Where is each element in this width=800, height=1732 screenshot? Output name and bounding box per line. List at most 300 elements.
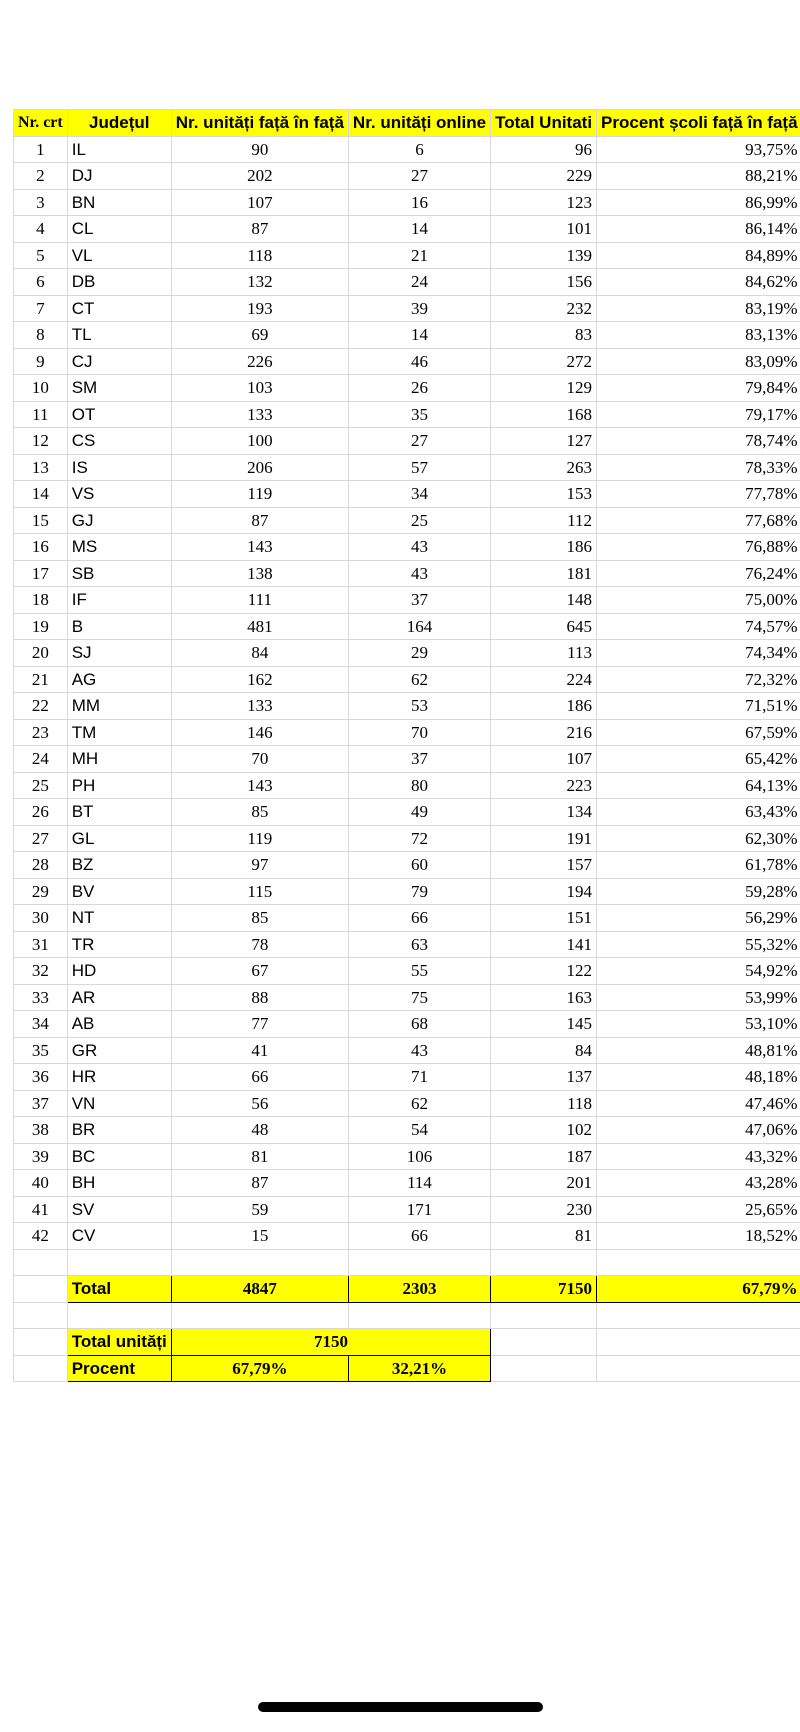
cell-fata: 90: [171, 136, 348, 163]
table-row: [14, 931, 800, 958]
cell-fata: 100: [171, 428, 348, 455]
cell-nr: 20: [14, 640, 68, 667]
empty-cell: [14, 1249, 68, 1276]
header-fata-in-fata: Nr. unități față în față: [171, 110, 348, 137]
empty-cell: [67, 1302, 171, 1329]
home-indicator[interactable]: [258, 1702, 543, 1712]
cell-procent: 62,30%: [597, 825, 800, 852]
cell-nr: 17: [14, 560, 68, 587]
cell-total: 83: [491, 322, 597, 349]
cell-total: 113: [491, 640, 597, 667]
cell-fata: 85: [171, 799, 348, 826]
cell-procent: 63,43%: [597, 799, 800, 826]
summary-procent-row: [14, 1355, 800, 1382]
empty-cell: [67, 1249, 171, 1276]
cell-judet: IL: [67, 136, 171, 163]
cell-procent: 74,34%: [597, 640, 800, 667]
cell-fata: 56: [171, 1090, 348, 1117]
cell-judet: MH: [67, 746, 171, 773]
cell-fata: 143: [171, 534, 348, 561]
cell-online: 25: [348, 507, 490, 534]
table-row: [14, 136, 800, 163]
table-row: [14, 825, 800, 852]
table-row: [14, 640, 800, 667]
cell-online: 39: [348, 295, 490, 322]
cell-procent: 84,62%: [597, 269, 800, 296]
cell-nr: 7: [14, 295, 68, 322]
cell-nr: 2: [14, 163, 68, 190]
cell-judet: HR: [67, 1064, 171, 1091]
empty-cell: [348, 1249, 490, 1276]
cell-online: 43: [348, 1037, 490, 1064]
cell-judet: B: [67, 613, 171, 640]
cell-procent: 86,99%: [597, 189, 800, 216]
cell-online: 53: [348, 693, 490, 720]
cell-total: 127: [491, 428, 597, 455]
cell-procent: 77,78%: [597, 481, 800, 508]
county-schools-table: [13, 109, 800, 1382]
cell-judet: AG: [67, 666, 171, 693]
cell-judet: VN: [67, 1090, 171, 1117]
cell-fata: 107: [171, 189, 348, 216]
cell-total: 96: [491, 136, 597, 163]
cell-total: 118: [491, 1090, 597, 1117]
cell-judet: IF: [67, 587, 171, 614]
table-row: [14, 560, 800, 587]
cell-procent: 47,46%: [597, 1090, 800, 1117]
table-row: [14, 216, 800, 243]
cell-total: 229: [491, 163, 597, 190]
cell-total: 163: [491, 984, 597, 1011]
cell-fata: 87: [171, 216, 348, 243]
cell-online: 35: [348, 401, 490, 428]
totals-fata: 4847: [171, 1276, 348, 1303]
cell-fata: 111: [171, 587, 348, 614]
cell-fata: 146: [171, 719, 348, 746]
cell-judet: PH: [67, 772, 171, 799]
spacer-row: [14, 1249, 800, 1276]
cell-online: 49: [348, 799, 490, 826]
empty-cell: [491, 1249, 597, 1276]
empty-cell: [14, 1276, 68, 1303]
cell-judet: GR: [67, 1037, 171, 1064]
empty-cell: [597, 1302, 800, 1329]
cell-total: 107: [491, 746, 597, 773]
cell-nr: 28: [14, 852, 68, 879]
empty-cell: [14, 1355, 68, 1382]
cell-online: 16: [348, 189, 490, 216]
cell-judet: VL: [67, 242, 171, 269]
table-row: [14, 1196, 800, 1223]
cell-total: 224: [491, 666, 597, 693]
totals-procent: 67,79%: [597, 1276, 800, 1303]
cell-total: 122: [491, 958, 597, 985]
cell-total: 84: [491, 1037, 597, 1064]
table-row: [14, 322, 800, 349]
table-row: [14, 1223, 800, 1250]
cell-online: 70: [348, 719, 490, 746]
cell-judet: TL: [67, 322, 171, 349]
cell-procent: 65,42%: [597, 746, 800, 773]
cell-procent: 84,89%: [597, 242, 800, 269]
table-row: [14, 878, 800, 905]
cell-judet: BT: [67, 799, 171, 826]
cell-judet: HD: [67, 958, 171, 985]
cell-nr: 11: [14, 401, 68, 428]
cell-procent: 48,81%: [597, 1037, 800, 1064]
cell-procent: 74,57%: [597, 613, 800, 640]
cell-online: 164: [348, 613, 490, 640]
cell-judet: OT: [67, 401, 171, 428]
cell-judet: CL: [67, 216, 171, 243]
table-row: [14, 1037, 800, 1064]
cell-nr: 14: [14, 481, 68, 508]
cell-nr: 16: [14, 534, 68, 561]
cell-nr: 23: [14, 719, 68, 746]
totals-label: Total: [67, 1276, 171, 1303]
summary-total-value: 7150: [171, 1329, 490, 1356]
cell-fata: 87: [171, 507, 348, 534]
cell-total: 137: [491, 1064, 597, 1091]
cell-nr: 5: [14, 242, 68, 269]
cell-nr: 41: [14, 1196, 68, 1223]
cell-judet: SB: [67, 560, 171, 587]
cell-fata: 226: [171, 348, 348, 375]
cell-total: 263: [491, 454, 597, 481]
cell-procent: 67,59%: [597, 719, 800, 746]
cell-total: 112: [491, 507, 597, 534]
summary-procent-online: 32,21%: [348, 1355, 490, 1382]
cell-online: 62: [348, 1090, 490, 1117]
cell-judet: BH: [67, 1170, 171, 1197]
cell-fata: 87: [171, 1170, 348, 1197]
cell-nr: 6: [14, 269, 68, 296]
cell-online: 71: [348, 1064, 490, 1091]
table-row: [14, 295, 800, 322]
table-row: [14, 852, 800, 879]
cell-fata: 77: [171, 1011, 348, 1038]
cell-fata: 69: [171, 322, 348, 349]
cell-fata: 132: [171, 269, 348, 296]
header-judet: Județul: [67, 110, 171, 137]
table-row: [14, 772, 800, 799]
table-row: [14, 428, 800, 455]
cell-judet: VS: [67, 481, 171, 508]
empty-cell: [14, 1329, 68, 1356]
cell-judet: GL: [67, 825, 171, 852]
cell-nr: 39: [14, 1143, 68, 1170]
cell-online: 68: [348, 1011, 490, 1038]
cell-online: 26: [348, 375, 490, 402]
cell-fata: 66: [171, 1064, 348, 1091]
cell-procent: 43,28%: [597, 1170, 800, 1197]
cell-online: 60: [348, 852, 490, 879]
cell-online: 14: [348, 322, 490, 349]
cell-fata: 81: [171, 1143, 348, 1170]
table-row: [14, 587, 800, 614]
table-row: [14, 693, 800, 720]
cell-total: 186: [491, 693, 597, 720]
cell-online: 55: [348, 958, 490, 985]
cell-nr: 37: [14, 1090, 68, 1117]
cell-online: 66: [348, 1223, 490, 1250]
cell-online: 114: [348, 1170, 490, 1197]
table-row: [14, 1090, 800, 1117]
cell-procent: 76,24%: [597, 560, 800, 587]
cell-nr: 4: [14, 216, 68, 243]
cell-nr: 35: [14, 1037, 68, 1064]
cell-online: 72: [348, 825, 490, 852]
cell-judet: CS: [67, 428, 171, 455]
cell-fata: 97: [171, 852, 348, 879]
cell-online: 75: [348, 984, 490, 1011]
cell-fata: 193: [171, 295, 348, 322]
cell-judet: TM: [67, 719, 171, 746]
cell-procent: 78,74%: [597, 428, 800, 455]
cell-nr: 42: [14, 1223, 68, 1250]
cell-nr: 27: [14, 825, 68, 852]
cell-fata: 67: [171, 958, 348, 985]
cell-nr: 25: [14, 772, 68, 799]
cell-fata: 118: [171, 242, 348, 269]
table-row: [14, 613, 800, 640]
cell-fata: 84: [171, 640, 348, 667]
cell-judet: AR: [67, 984, 171, 1011]
cell-nr: 34: [14, 1011, 68, 1038]
cell-procent: 48,18%: [597, 1064, 800, 1091]
cell-total: 216: [491, 719, 597, 746]
cell-fata: 15: [171, 1223, 348, 1250]
cell-nr: 1: [14, 136, 68, 163]
table-row: [14, 348, 800, 375]
totals-total: 7150: [491, 1276, 597, 1303]
header-nr-crt: Nr. crt: [14, 110, 68, 137]
cell-fata: 59: [171, 1196, 348, 1223]
cell-procent: 25,65%: [597, 1196, 800, 1223]
cell-judet: IS: [67, 454, 171, 481]
cell-online: 57: [348, 454, 490, 481]
cell-total: 157: [491, 852, 597, 879]
cell-procent: 55,32%: [597, 931, 800, 958]
cell-fata: 85: [171, 905, 348, 932]
cell-procent: 72,32%: [597, 666, 800, 693]
cell-total: 232: [491, 295, 597, 322]
cell-nr: 29: [14, 878, 68, 905]
table-row: [14, 163, 800, 190]
table-row: [14, 507, 800, 534]
table-row: [14, 958, 800, 985]
cell-nr: 15: [14, 507, 68, 534]
cell-fata: 103: [171, 375, 348, 402]
cell-online: 79: [348, 878, 490, 905]
cell-online: 27: [348, 428, 490, 455]
cell-judet: SJ: [67, 640, 171, 667]
cell-total: 141: [491, 931, 597, 958]
cell-nr: 3: [14, 189, 68, 216]
cell-total: 101: [491, 216, 597, 243]
spacer-row: [14, 1302, 800, 1329]
cell-total: 194: [491, 878, 597, 905]
header-procent: Procent școli față în față: [597, 110, 800, 137]
cell-nr: 22: [14, 693, 68, 720]
table-row: [14, 666, 800, 693]
cell-nr: 30: [14, 905, 68, 932]
cell-fata: 119: [171, 481, 348, 508]
cell-total: 201: [491, 1170, 597, 1197]
cell-judet: CJ: [67, 348, 171, 375]
cell-online: 80: [348, 772, 490, 799]
cell-total: 148: [491, 587, 597, 614]
cell-online: 63: [348, 931, 490, 958]
table-row: [14, 1117, 800, 1144]
cell-online: 37: [348, 746, 490, 773]
table-row: [14, 905, 800, 932]
cell-total: 145: [491, 1011, 597, 1038]
cell-online: 21: [348, 242, 490, 269]
cell-nr: 38: [14, 1117, 68, 1144]
cell-procent: 93,75%: [597, 136, 800, 163]
table-body: [14, 136, 800, 1249]
header-row: [14, 110, 800, 137]
cell-nr: 12: [14, 428, 68, 455]
summary-procent-fata: 67,79%: [171, 1355, 348, 1382]
cell-total: 186: [491, 534, 597, 561]
cell-total: 181: [491, 560, 597, 587]
cell-judet: TR: [67, 931, 171, 958]
empty-cell: [171, 1302, 348, 1329]
cell-total: 187: [491, 1143, 597, 1170]
cell-procent: 53,99%: [597, 984, 800, 1011]
table-row: [14, 799, 800, 826]
cell-fata: 70: [171, 746, 348, 773]
cell-judet: CV: [67, 1223, 171, 1250]
cell-nr: 19: [14, 613, 68, 640]
summary-procent-label: Procent: [67, 1355, 171, 1382]
empty-cell: [491, 1329, 597, 1356]
cell-online: 171: [348, 1196, 490, 1223]
table-row: [14, 1143, 800, 1170]
cell-judet: DB: [67, 269, 171, 296]
cell-nr: 21: [14, 666, 68, 693]
cell-procent: 71,51%: [597, 693, 800, 720]
table-row: [14, 719, 800, 746]
cell-total: 168: [491, 401, 597, 428]
totals-online: 2303: [348, 1276, 490, 1303]
cell-total: 134: [491, 799, 597, 826]
cell-total: 102: [491, 1117, 597, 1144]
cell-judet: NT: [67, 905, 171, 932]
cell-nr: 24: [14, 746, 68, 773]
cell-nr: 31: [14, 931, 68, 958]
cell-fata: 133: [171, 401, 348, 428]
cell-procent: 88,21%: [597, 163, 800, 190]
cell-judet: BV: [67, 878, 171, 905]
cell-nr: 10: [14, 375, 68, 402]
empty-cell: [597, 1329, 800, 1356]
cell-online: 24: [348, 269, 490, 296]
cell-procent: 59,28%: [597, 878, 800, 905]
cell-nr: 8: [14, 322, 68, 349]
cell-nr: 32: [14, 958, 68, 985]
cell-procent: 78,33%: [597, 454, 800, 481]
cell-procent: 76,88%: [597, 534, 800, 561]
empty-cell: [348, 1302, 490, 1329]
cell-nr: 18: [14, 587, 68, 614]
table-row: [14, 1170, 800, 1197]
empty-cell: [171, 1249, 348, 1276]
table-footer: [14, 1249, 800, 1382]
cell-total: 230: [491, 1196, 597, 1223]
cell-fata: 143: [171, 772, 348, 799]
cell-fata: 481: [171, 613, 348, 640]
cell-online: 43: [348, 560, 490, 587]
cell-procent: 83,09%: [597, 348, 800, 375]
cell-total: 272: [491, 348, 597, 375]
table-row: [14, 269, 800, 296]
cell-procent: 79,17%: [597, 401, 800, 428]
cell-judet: BC: [67, 1143, 171, 1170]
empty-cell: [491, 1355, 597, 1382]
cell-online: 43: [348, 534, 490, 561]
cell-judet: MM: [67, 693, 171, 720]
cell-online: 14: [348, 216, 490, 243]
cell-fata: 119: [171, 825, 348, 852]
cell-total: 191: [491, 825, 597, 852]
cell-procent: 64,13%: [597, 772, 800, 799]
cell-judet: BZ: [67, 852, 171, 879]
table-row: [14, 984, 800, 1011]
cell-online: 27: [348, 163, 490, 190]
cell-fata: 162: [171, 666, 348, 693]
cell-online: 62: [348, 666, 490, 693]
cell-procent: 79,84%: [597, 375, 800, 402]
cell-total: 223: [491, 772, 597, 799]
cell-nr: 33: [14, 984, 68, 1011]
totals-row: [14, 1276, 800, 1303]
cell-online: 37: [348, 587, 490, 614]
cell-online: 46: [348, 348, 490, 375]
cell-online: 29: [348, 640, 490, 667]
cell-judet: SM: [67, 375, 171, 402]
cell-judet: BN: [67, 189, 171, 216]
cell-online: 66: [348, 905, 490, 932]
summary-total-label: Total unități: [67, 1329, 171, 1356]
cell-fata: 138: [171, 560, 348, 587]
cell-fata: 88: [171, 984, 348, 1011]
table-row: [14, 401, 800, 428]
cell-nr: 36: [14, 1064, 68, 1091]
cell-online: 106: [348, 1143, 490, 1170]
header-online: Nr. unități online: [348, 110, 490, 137]
empty-cell: [597, 1355, 800, 1382]
table-row: [14, 746, 800, 773]
cell-total: 81: [491, 1223, 597, 1250]
cell-fata: 78: [171, 931, 348, 958]
cell-procent: 47,06%: [597, 1117, 800, 1144]
empty-cell: [14, 1302, 68, 1329]
cell-judet: BR: [67, 1117, 171, 1144]
table-row: [14, 454, 800, 481]
cell-procent: 54,92%: [597, 958, 800, 985]
cell-procent: 56,29%: [597, 905, 800, 932]
cell-total: 156: [491, 269, 597, 296]
cell-judet: MS: [67, 534, 171, 561]
cell-procent: 75,00%: [597, 587, 800, 614]
cell-fata: 48: [171, 1117, 348, 1144]
summary-total-row: [14, 1329, 800, 1356]
cell-nr: 40: [14, 1170, 68, 1197]
header-total-unitati: Total Unitati: [491, 110, 597, 137]
